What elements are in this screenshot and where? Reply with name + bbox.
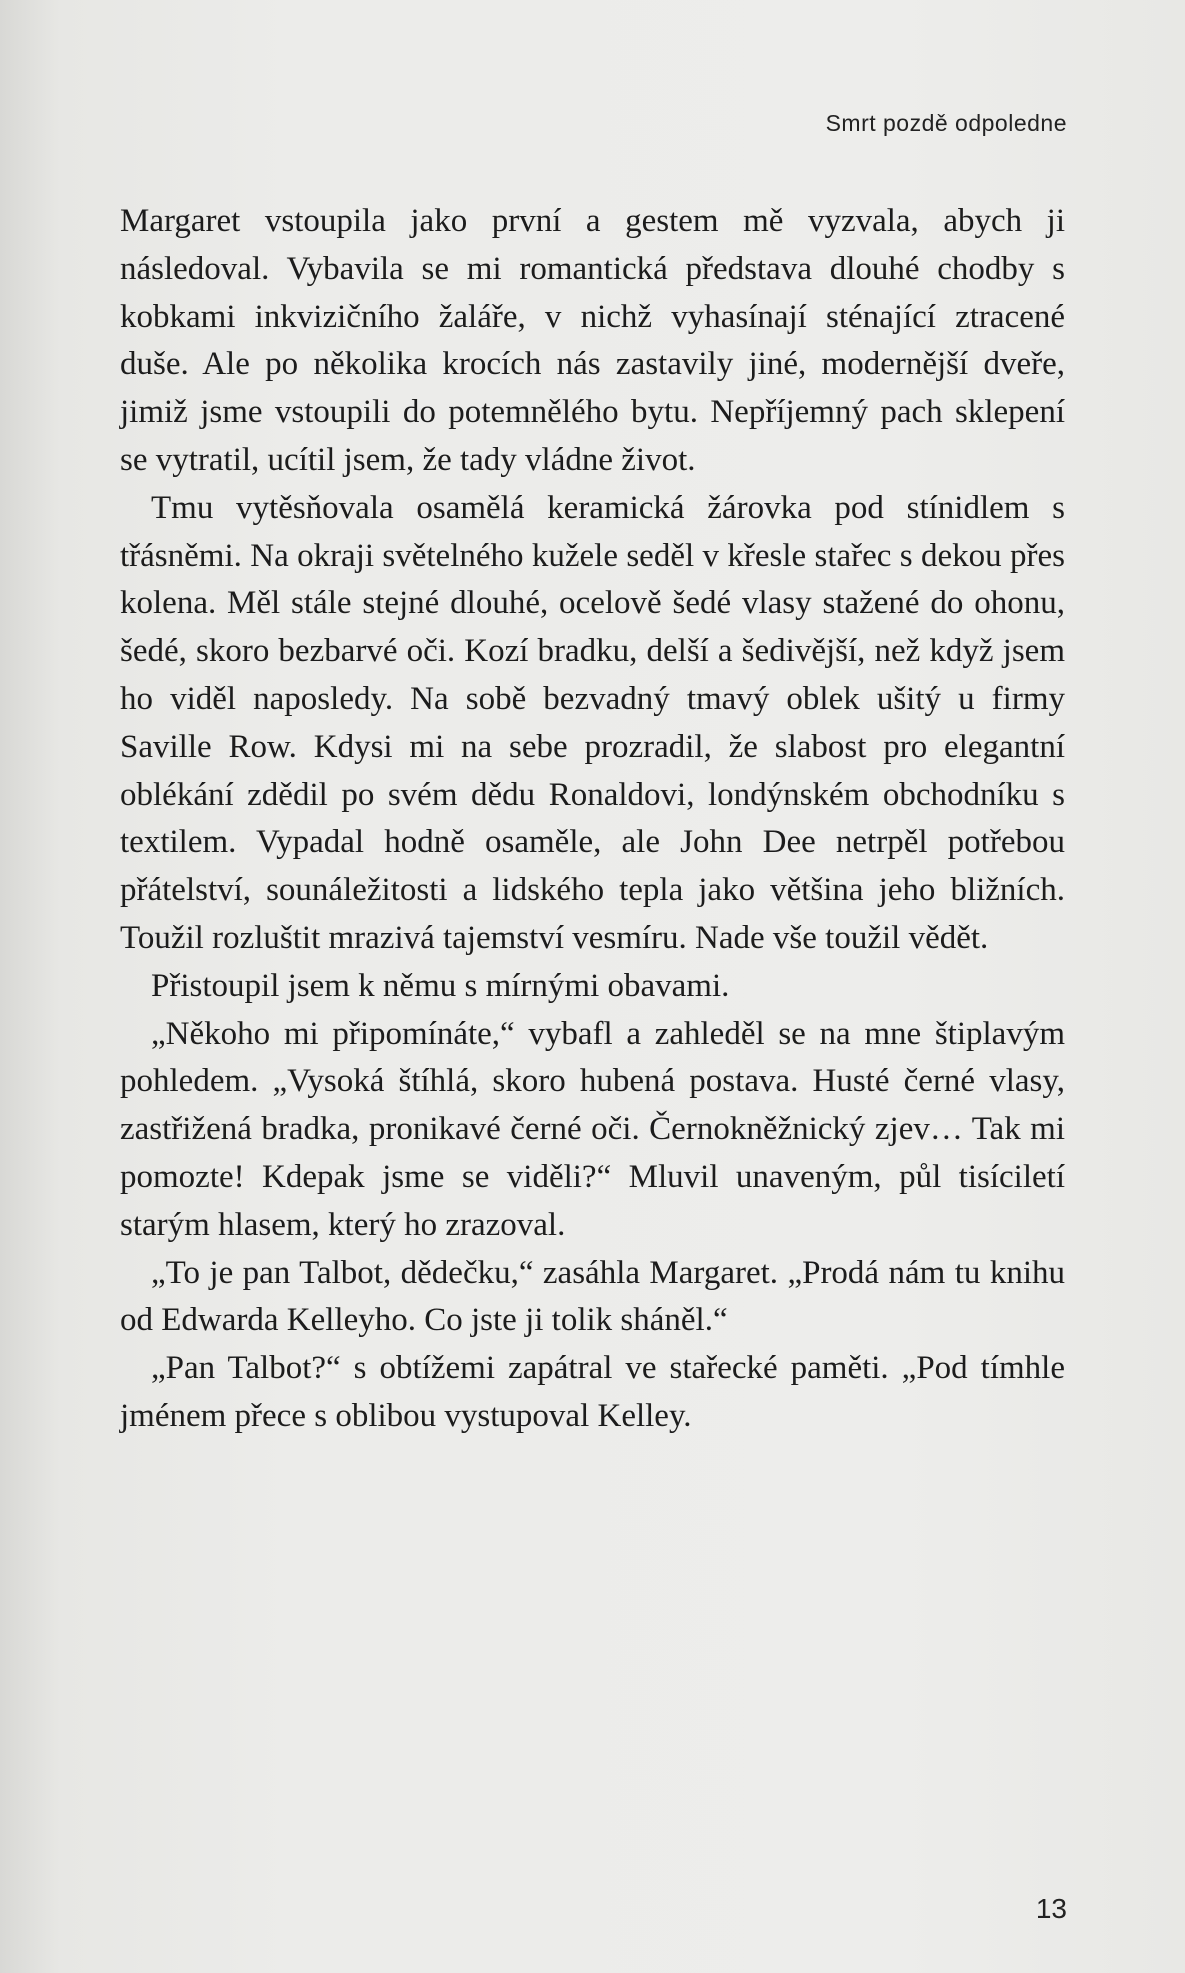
page-number: 13	[1035, 1893, 1067, 1924]
paragraph-5: „To je pan Talbot, dědečku,“ zasáhla Margaret. „Prodá nám tu knihu od Edwarda Kelleyho. Co jste ji tolik sháněl.“	[120, 1254, 1065, 1339]
paragraph-2: Tmu vytěsňovala osamělá keramická žárovka pod stínidlem s třásněmi. Na okraji světelného kužele seděl v křesle stařec s dekou přes kolena. Měl stále stejné dlouhé, ocelově šedé vlasy stažené do ohonu, šedé, skoro bezbarvé oči. Kozí bradku, delší a šedivější, než když jsem ho viděl naposledy. Na sobě bezvadný tmavý oblek ušitý u firmy Saville Row. Kdysi mi na sebe prozradil, že slabost pro elegantní oblékání zdědil po svém dědu Ronaldovi, londýnském obchodníku s textilem. Vypadal hodně osaměle, ale John Dee netrpěl potřebou přátelství, sounáležitosti a lidského tepla jako většina jeho bližních. Toužil rozluštit mrazivá tajemství vesmíru. Nade vše toužil vědět.	[120, 489, 1065, 956]
paragraph-1: Margaret vstoupila jako první a gestem mě vyzvala, abych ji následoval. Vybavila se mi romantická představa dlouhé chodby s kobkami inkvizičního žaláře, v nichž vyhasínají sténající ztracené duše. Ale po několika krocích nás zastavily jiné, modernější dveře, jimiž jsme vstoupili do potemnělého bytu. Nepříjemný pach sklepení se vytratil, ucítil jsem, že tady vládne život.	[120, 203, 1065, 478]
paragraph-3: Přistoupil jsem k němu s mírnými obavami.	[151, 967, 730, 1004]
paragraph-4: „Někoho mi připomínáte,“ vybafl a zahleděl se na mne štiplavým pohledem. „Vysoká štíhlá, skoro hubená postava. Husté černé vlasy, zastřižená bradka, pronikavé černé oči. Černokněžnický zjev… Tak mi pomozte! Kdepak jsme se viděli?“ Mluvil unaveným, půl tisíciletí starým hlasem, který ho zrazoval.	[120, 1015, 1065, 1243]
body-text	[120, 198, 1065, 1441]
running-head: Smrt pozdě odpoledne	[825, 110, 1067, 136]
paragraph-6: „Pan Talbot?“ s obtížemi zapátral ve stařecké paměti. „Pod tímhle jménem přece s oblibou vystupoval Kelley.	[120, 1350, 1065, 1434]
